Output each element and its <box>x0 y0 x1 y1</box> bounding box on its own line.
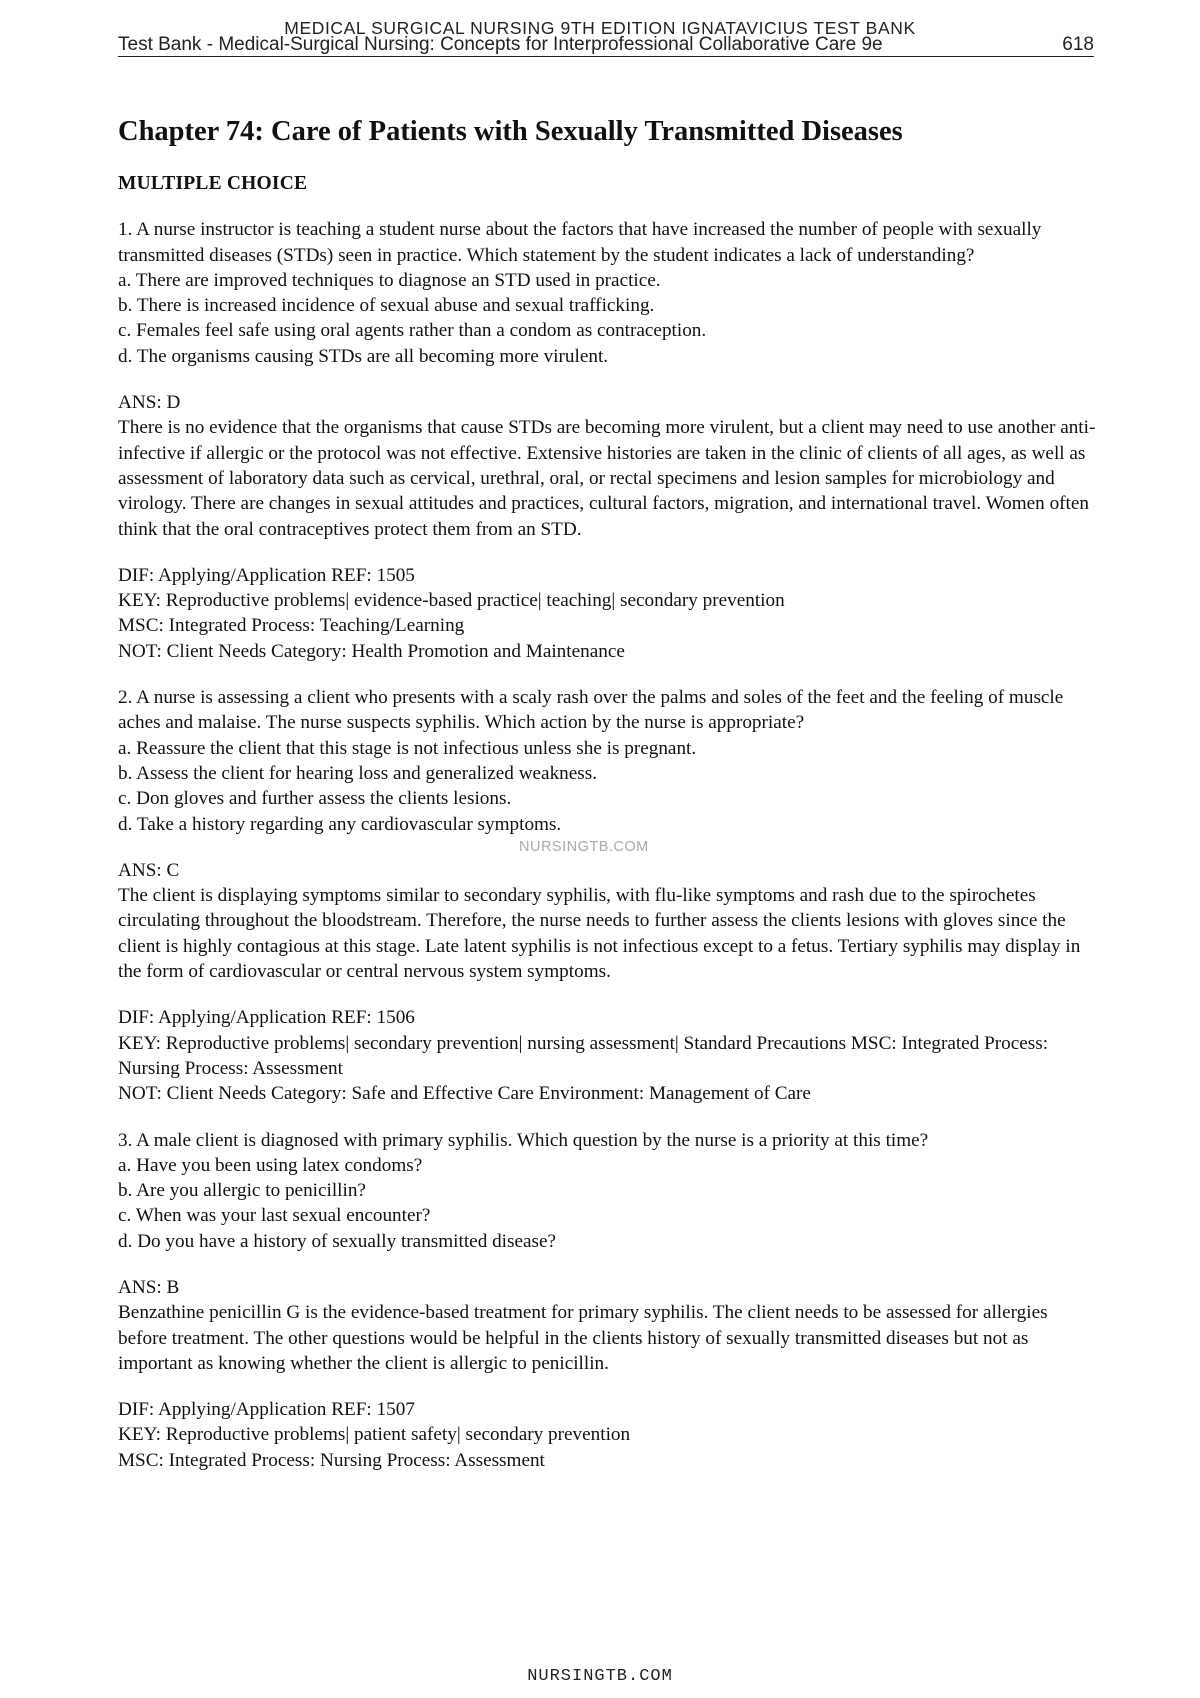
meta-line: NOT: Client Needs Category: Safe and Effective Care Environment: Management of Care <box>118 1083 811 1105</box>
answer-key: ANS: D <box>118 392 181 414</box>
rationale: Benzathine penicillin G is the evidence-based treatment for primary syphilis. The client needs to be assessed for allergies before treatment. The other questions would be helpful in the clients history of sexually transmitted diseases but not as important as knowing whether the client is allergic to penicillin. <box>118 1302 1048 1374</box>
answer-option: a. There are improved techniques to diagnose an STD used in practice. <box>118 269 661 291</box>
answer-key: ANS: C <box>118 859 180 881</box>
answer-option: d. Take a history regarding any cardiovascular symptoms. <box>118 813 562 835</box>
metadata-1 <box>118 563 1098 664</box>
answer-option: c. When was your last sexual encounter? <box>118 1205 431 1227</box>
answer-option: d. The organisms causing STDs are all becoming more virulent. <box>118 345 609 367</box>
answer-2 <box>118 858 1098 984</box>
question-stem: 1. A nurse instructor is teaching a student nurse about the factors that have increased the number of people with sexually transmitted diseases (STDs) seen in practice. Which statement by the student indicates a lack of understanding? <box>118 219 1042 266</box>
watermark: NURSINGTB.COM <box>519 839 649 855</box>
meta-line: KEY: Reproductive problems| evidence-based practice| teaching| secondary prevention <box>118 590 785 612</box>
running-header <box>118 34 1094 57</box>
answer-option: a. Reassure the client that this stage is not infectious unless she is pregnant. <box>118 737 697 759</box>
meta-line: DIF: Applying/Application REF: 1505 <box>118 564 415 586</box>
meta-line: KEY: Reproductive problems| patient safety| secondary prevention <box>118 1424 631 1446</box>
metadata-3 <box>118 1397 1098 1473</box>
answer-key: ANS: B <box>118 1276 180 1298</box>
page-footer: NURSINGTB.COM <box>527 1667 673 1686</box>
page-number: 618 <box>1062 34 1094 55</box>
section-heading: MULTIPLE CHOICE <box>118 173 308 194</box>
question-2 <box>118 685 1098 837</box>
test-bank-title: MEDICAL SURGICAL NURSING 9TH EDITION IGNATAVICIUS TEST BANK <box>284 18 916 38</box>
answer-option: d. Do you have a history of sexually transmitted disease? <box>118 1230 557 1252</box>
answer-option: c. Females feel safe using oral agents rather than a condom as contraception. <box>118 320 707 342</box>
meta-line: MSC: Integrated Process: Nursing Process: Assessment <box>118 1449 545 1471</box>
meta-line: DIF: Applying/Application REF: 1507 <box>118 1399 415 1421</box>
answer-3 <box>118 1275 1098 1376</box>
running-header-text: Test Bank - Medical-Surgical Nursing: Concepts for Interprofessional Collaborative Care 9e <box>118 34 883 55</box>
question-stem: 3. A male client is diagnosed with primary syphilis. Which question by the nurse is a priority at this time? <box>118 1129 929 1151</box>
rationale: There is no evidence that the organisms that cause STDs are becoming more virulent, but a client may need to use another anti-infective if allergic or the protocol was not effective. Extensive histories are taken in the clinic of clients of all ages, as well as assessment of laboratory data such as cervical, urethral, oral, or rectal specimens and lesion samples for microbiology and virology. There are changes in sexual attitudes and practices, cultural factors, migration, and international travel. Women often think that the oral contraceptives protect them from an STD. <box>118 417 1096 540</box>
meta-line: NOT: Client Needs Category: Health Promotion and Maintenance <box>118 640 625 662</box>
answer-1 <box>118 390 1098 542</box>
answer-option: b. Assess the client for hearing loss and generalized weakness. <box>118 762 598 784</box>
answer-option: b. There is increased incidence of sexual abuse and sexual trafficking. <box>118 295 655 317</box>
answer-option: a. Have you been using latex condoms? <box>118 1154 423 1176</box>
chapter-title: Chapter 74: Care of Patients with Sexually Transmitted Diseases <box>118 116 903 147</box>
question-1 <box>118 217 1098 369</box>
meta-line: MSC: Integrated Process: Teaching/Learning <box>118 615 465 637</box>
meta-line: KEY: Reproductive problems| secondary prevention| nursing assessment| Standard Precautions MSC: Integrated Process: Nursing Process: Assessment <box>118 1032 1049 1079</box>
answer-option: c. Don gloves and further assess the clients lesions. <box>118 788 512 810</box>
meta-line: DIF: Applying/Application REF: 1506 <box>118 1007 415 1029</box>
question-stem: 2. A nurse is assessing a client who presents with a scaly rash over the palms and soles of the feet and the feeling of muscle aches and malaise. The nurse suspects syphilis. Which action by the nurse is appropriate? <box>118 687 1064 734</box>
answer-option: b. Are you allergic to penicillin? <box>118 1180 366 1202</box>
rationale: The client is displaying symptoms similar to secondary syphilis, with flu-like symptoms and rash due to the spirochetes circulating throughout the bloodstream. Therefore, the nurse needs to further assess the clients lesions with gloves since the client is highly contagious at this stage. Late latent syphilis is not infectious except to a fetus. Tertiary syphilis may display in the form of cardiovascular or central nervous system symptoms. <box>118 885 1081 983</box>
page-content <box>118 112 1098 1494</box>
question-3 <box>118 1128 1098 1254</box>
metadata-2 <box>118 1005 1098 1106</box>
